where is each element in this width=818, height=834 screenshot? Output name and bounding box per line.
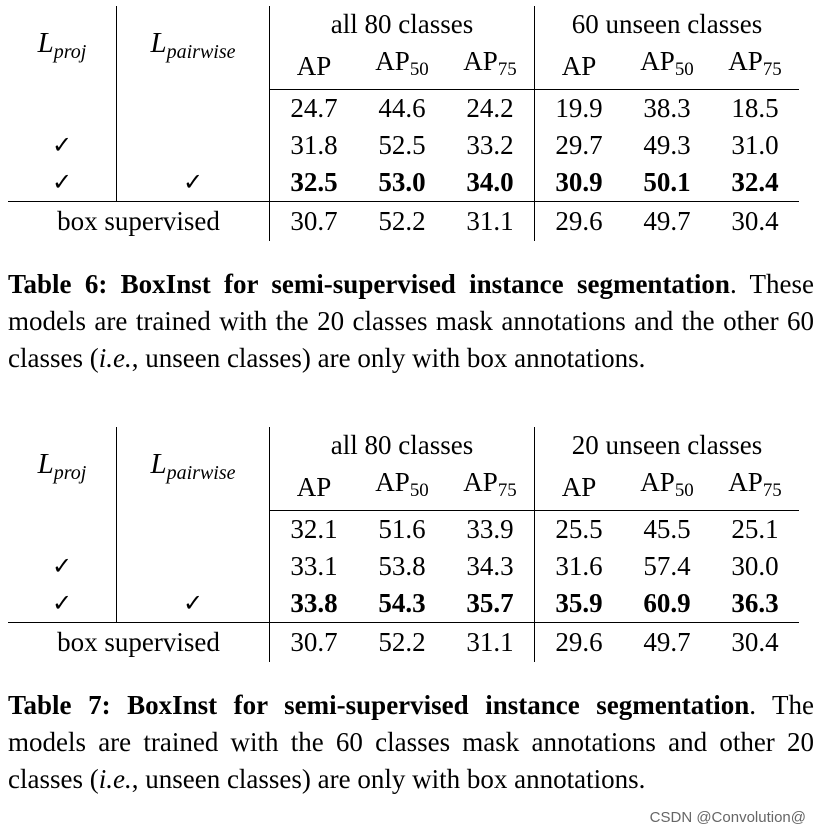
table-cell: 52.5: [378, 130, 426, 160]
check-icon: ✓: [8, 548, 117, 585]
col-header-ap50: $AP_{50}$: [358, 463, 446, 511]
table-cell: 24.7: [290, 93, 338, 123]
col-header-ap50: $AP_{50}$: [623, 42, 711, 90]
col-header-ap50: $AP_{50}$: [358, 42, 446, 90]
table-cell: 36.3: [731, 588, 779, 618]
table-cell: 51.6: [378, 514, 426, 544]
col-header-lpairwise: $L_{pairwise}$: [117, 427, 270, 511]
col-header-ap75: $AP_{75}$: [711, 42, 799, 90]
table-cell: 35.7: [446, 585, 535, 623]
table-cell: 57.4: [643, 551, 691, 581]
group-header-all-classes: all 80 classes: [270, 427, 535, 463]
table-row: [8, 511, 799, 549]
table-cell: 34.3: [446, 548, 535, 585]
table-cell: 30.9: [555, 167, 603, 197]
table-cell: 31.6: [555, 551, 603, 581]
table-cell: 60.9: [643, 588, 691, 618]
table-cell: 49.7: [623, 202, 711, 242]
results-table: [8, 427, 799, 662]
group-header-all-classes: all 80 classes: [270, 6, 535, 42]
table-cell: 33.8: [290, 588, 338, 618]
group-header-unseen-classes: 20 unseen classes: [571, 430, 763, 460]
table-cell: 54.3: [378, 588, 426, 618]
table-row: [8, 202, 799, 242]
table-cell: 32.1: [290, 514, 338, 544]
table-caption: Table 7: BoxInst for semi-supervised instance segmentation. The models are trained with the 60 classes mask annotations and other 20 classes (i.e., unseen classes) are only with box annotations.: [8, 690, 814, 794]
table-cell: 53.8: [378, 551, 426, 581]
table-row: [8, 164, 799, 202]
col-header-lproj: $L_{proj}$: [8, 427, 117, 511]
col-header-ap50: $AP_{50}$: [623, 463, 711, 511]
check-icon: [117, 127, 270, 164]
table-row: [8, 623, 799, 663]
col-header-ap: AP: [535, 42, 624, 90]
row-label-box-supervised: box supervised: [8, 202, 270, 242]
table-row: [8, 548, 799, 585]
table-cell: 31.1: [446, 202, 535, 242]
table-cell: 32.5: [290, 167, 338, 197]
table-cell: 25.1: [731, 514, 779, 544]
col-header-ap: AP: [270, 463, 359, 511]
table-cell: 50.1: [643, 167, 691, 197]
table-cell: 31.1: [446, 623, 535, 663]
col-header-lproj: $L_{proj}$: [8, 6, 117, 90]
check-icon: [8, 90, 117, 128]
table-row: [8, 127, 799, 164]
table-cell: 53.0: [378, 167, 426, 197]
table-row: [8, 90, 799, 128]
table-cell: 49.7: [623, 623, 711, 663]
table-cell: 52.2: [358, 202, 446, 242]
col-header-ap: AP: [270, 42, 359, 90]
check-icon: [8, 511, 117, 549]
table-cell: 32.4: [731, 167, 779, 197]
table-cell: 33.1: [290, 551, 338, 581]
check-icon: ✓: [8, 127, 117, 164]
table-cell: 24.2: [446, 90, 535, 128]
table-row: [8, 585, 799, 623]
table-cell: 30.4: [711, 202, 799, 242]
check-icon: ✓: [8, 585, 117, 623]
table-cell: 31.8: [290, 130, 338, 160]
table-cell: 44.6: [378, 93, 426, 123]
table-cell: 35.9: [555, 588, 603, 618]
table-cell: 30.4: [711, 623, 799, 663]
check-icon: ✓: [117, 585, 270, 623]
table-cell: 30.7: [270, 623, 359, 663]
table-cell: 30.7: [270, 202, 359, 242]
col-header-ap75: $AP_{75}$: [446, 463, 535, 511]
table-cell: 33.2: [446, 127, 535, 164]
table-cell: 45.5: [643, 514, 691, 544]
col-header-ap75: $AP_{75}$: [711, 463, 799, 511]
row-label-box-supervised: box supervised: [8, 623, 270, 663]
watermark: CSDN @Convolution@: [649, 809, 806, 826]
check-icon: ✓: [117, 164, 270, 202]
table-cell: 33.9: [446, 511, 535, 549]
check-icon: ✓: [8, 164, 117, 202]
col-header-lpairwise: $L_{pairwise}$: [117, 6, 270, 90]
results-table: [8, 6, 799, 241]
table-cell: 18.5: [731, 93, 779, 123]
table-cell: 34.0: [446, 164, 535, 202]
table-caption: Table 6: BoxInst for semi-supervised instance segmentation. These models are trained with the 20 classes mask annotations and the other 60 classes (i.e., unseen classes) are only with box annotations.: [8, 269, 815, 373]
table-cell: 49.3: [643, 130, 691, 160]
check-icon: [117, 548, 270, 585]
table-cell: 38.3: [643, 93, 691, 123]
table-cell: 30.0: [731, 551, 779, 581]
table-cell: 29.7: [555, 130, 603, 160]
table-cell: 52.2: [358, 623, 446, 663]
group-header-unseen-classes: 60 unseen classes: [571, 9, 763, 39]
check-icon: [117, 511, 270, 549]
table-cell: 29.6: [535, 202, 624, 242]
col-header-ap75: $AP_{75}$: [446, 42, 535, 90]
table-cell: 29.6: [535, 623, 624, 663]
table-cell: 19.9: [555, 93, 603, 123]
table-cell: 31.0: [731, 130, 779, 160]
col-header-ap: AP: [535, 463, 624, 511]
table-cell: 25.5: [555, 514, 603, 544]
check-icon: [117, 90, 270, 128]
